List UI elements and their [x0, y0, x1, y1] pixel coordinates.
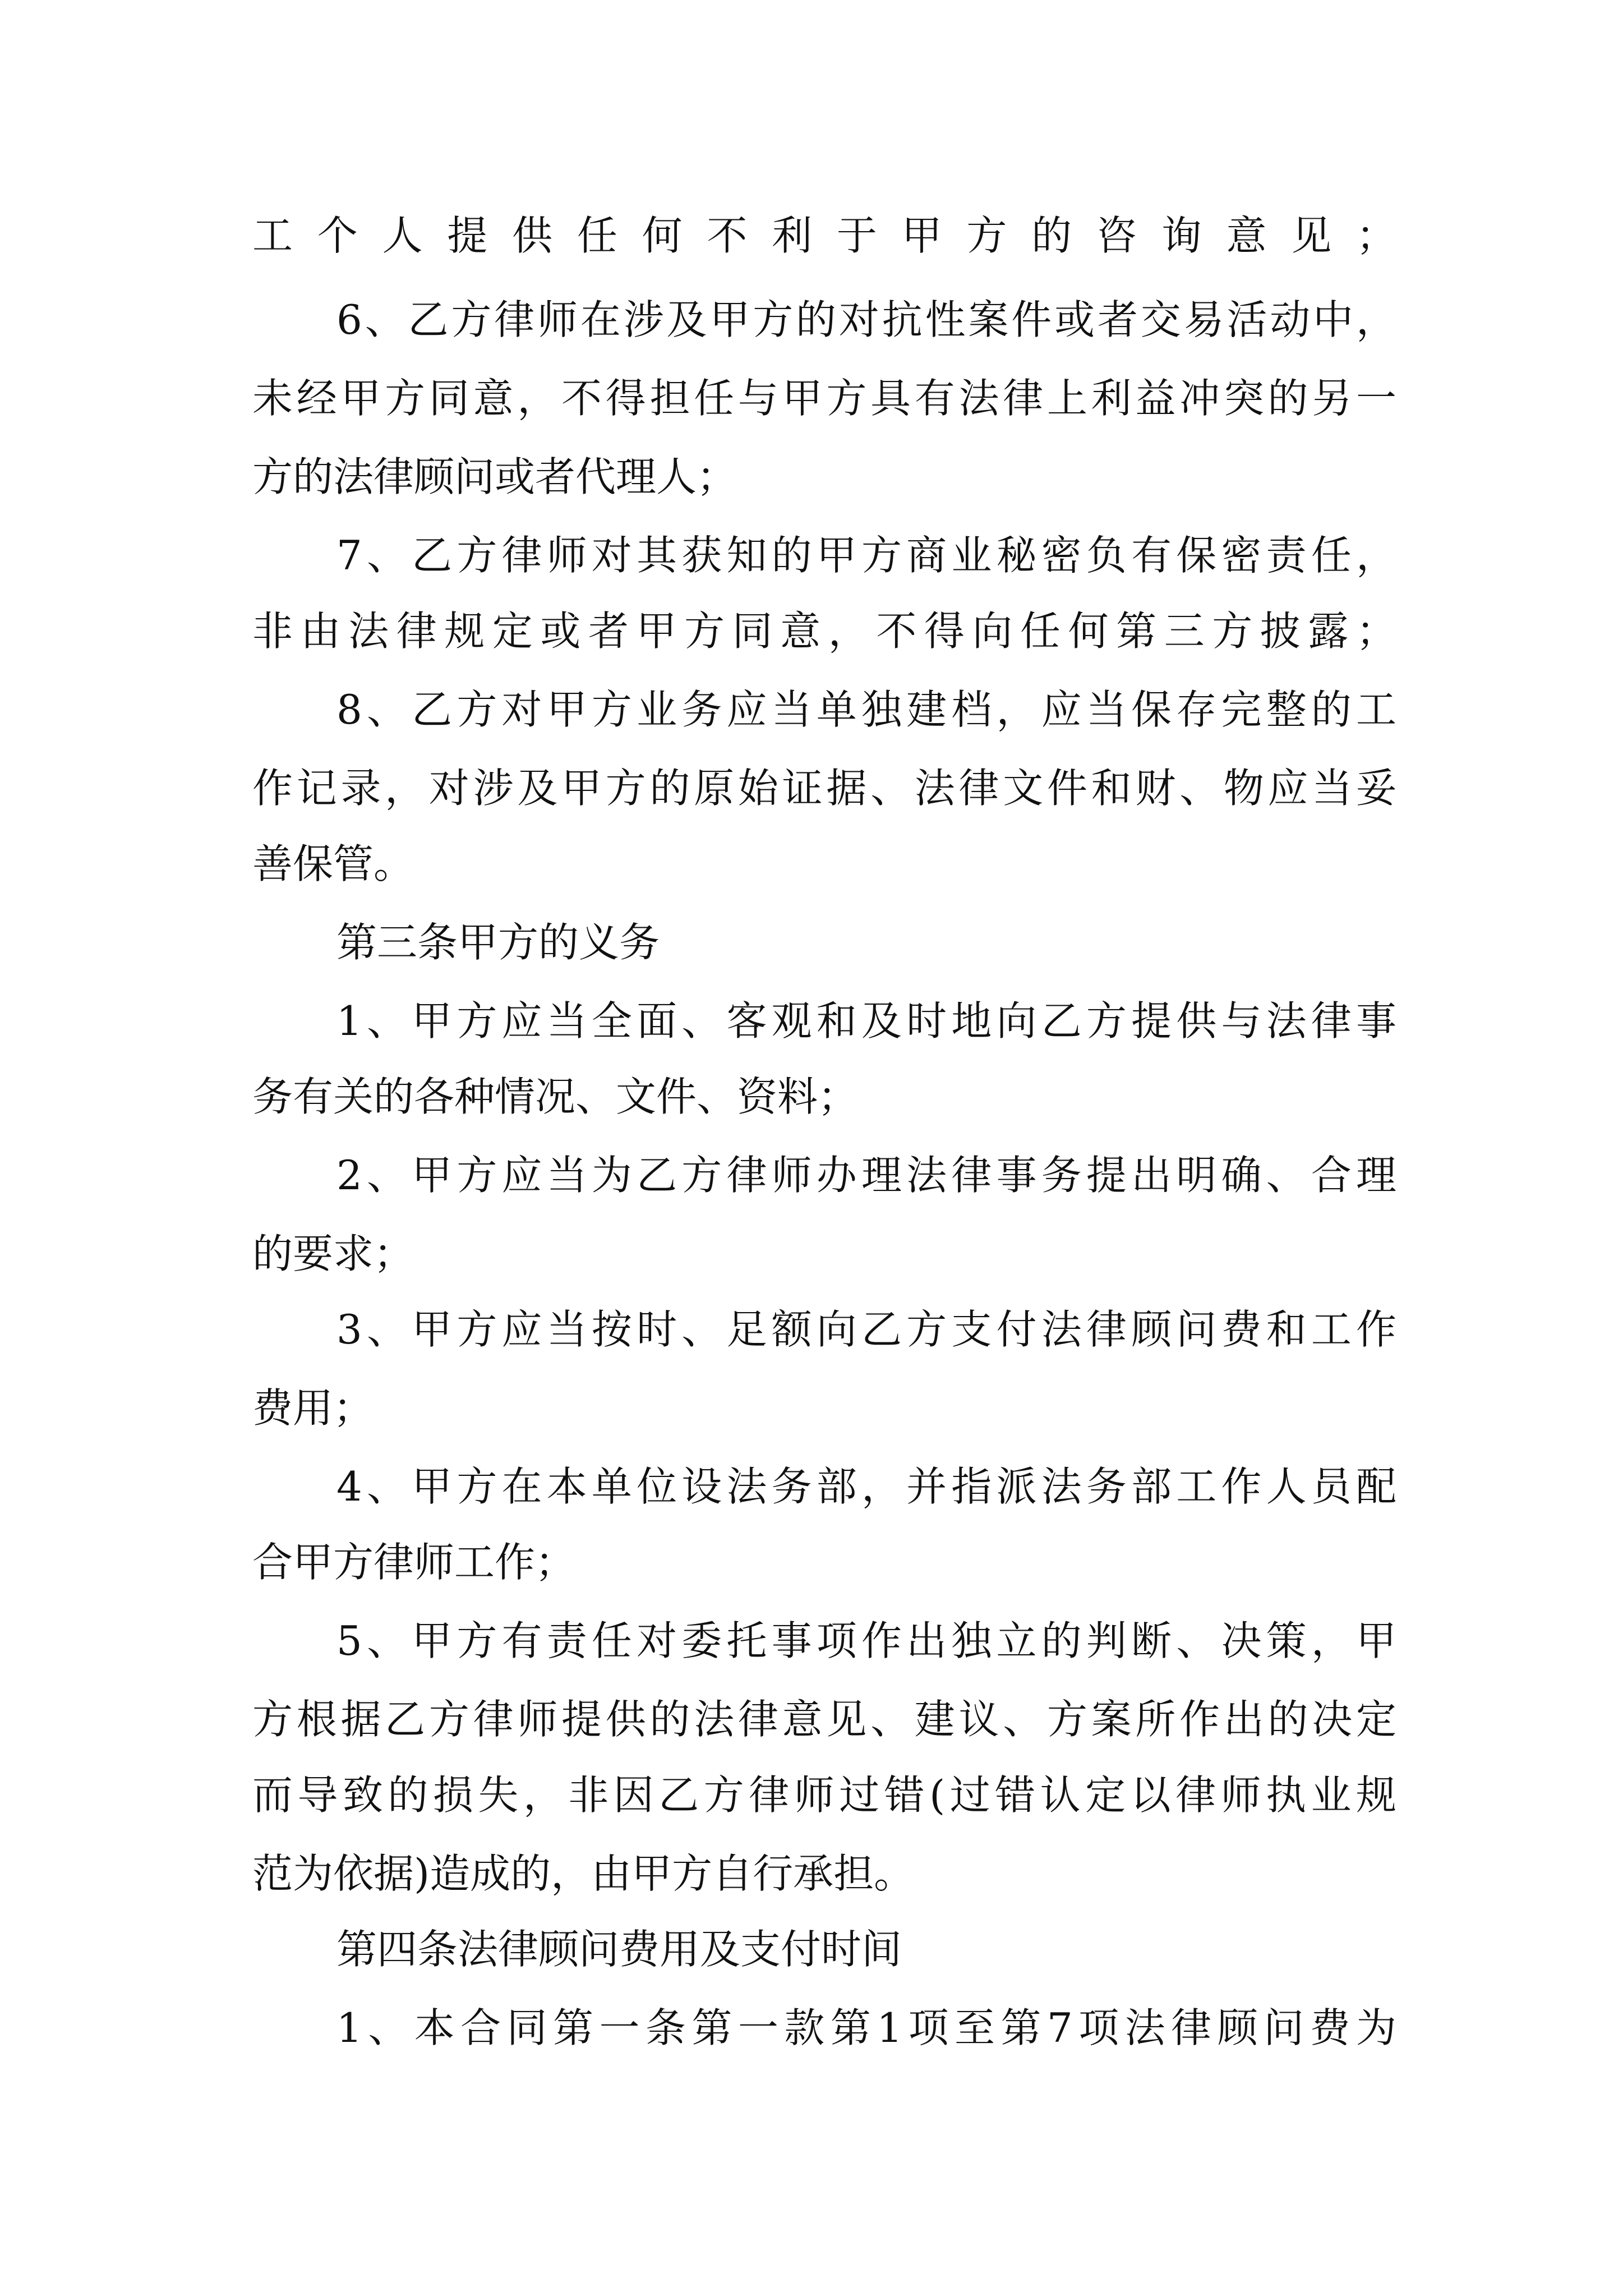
- section-heading: 第三条甲方的义务: [336, 919, 660, 966]
- text-line: 3、甲方应当按时、足额向乙方支付法律顾问费和工作: [336, 1306, 1396, 1353]
- section-heading: 第四条法律顾问费用及支付时间: [336, 1926, 902, 1973]
- text-line: 务有关的各种情况、文件、资料；: [252, 1073, 859, 1120]
- text-line: 费用；: [252, 1384, 374, 1432]
- text-line: 合甲方律师工作；: [252, 1539, 576, 1586]
- text-line: 非由法律规定或者甲方同意，不得向任何第三方披露；: [252, 608, 1396, 655]
- text-line: 5、甲方有责任对委托事项作出独立的判断、决策，甲: [336, 1617, 1396, 1664]
- text-line: 8、乙方对甲方业务应当单独建档，应当保存完整的工: [336, 686, 1396, 733]
- text-line: 方根据乙方律师提供的法律意见、建议、方案所作出的决定: [252, 1696, 1396, 1743]
- text-line: 工个人提供任何不利于甲方的咨询意见；: [252, 212, 1396, 259]
- text-line: 4、甲方在本单位设法务部，并指派法务部工作人员配: [336, 1463, 1396, 1510]
- text-line: 作记录，对涉及甲方的原始证据、法律文件和财、物应当妥: [252, 765, 1396, 812]
- text-line: 6、乙方律师在涉及甲方的对抗性案件或者交易活动中，: [336, 296, 1396, 343]
- text-line: 而导致的损失，非因乙方律师过错(过错认定以律师执业规: [252, 1772, 1396, 1819]
- text-line: 范为依据)造成的，由甲方自行承担。: [252, 1850, 915, 1897]
- text-line: 方的法律顾问或者代理人；: [252, 453, 737, 500]
- text-line: 的要求；: [252, 1230, 414, 1277]
- text-line: 7、乙方律师对其获知的甲方商业秘密负有保密责任，: [336, 532, 1396, 579]
- text-line: 善保管。: [252, 840, 414, 887]
- text-line: 1、本合同第一条第一款第1项至第7项法律顾问费为: [336, 2004, 1396, 2051]
- text-line: 未经甲方同意，不得担任与甲方具有法律上利益冲突的另一: [252, 375, 1396, 422]
- text-line: 1、甲方应当全面、客观和及时地向乙方提供与法律事: [336, 997, 1396, 1045]
- text-line: 2、甲方应当为乙方律师办理法律事务提出明确、合理: [336, 1152, 1396, 1199]
